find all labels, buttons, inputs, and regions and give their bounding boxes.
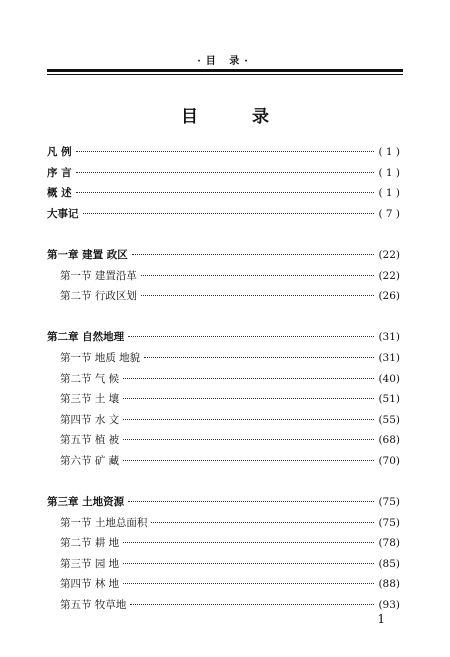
dot-leader	[83, 213, 375, 214]
toc-entry-page: (70)	[378, 454, 400, 467]
toc-entry-section[interactable]	[47, 554, 400, 575]
toc-entry-section[interactable]	[47, 533, 400, 554]
toc-entry-title: 第一章 建置 政区	[47, 248, 128, 261]
toc-entry-title: 序 言	[47, 166, 72, 179]
toc-entry-page: (88)	[378, 578, 400, 591]
toc-entry-page: (31)	[378, 331, 400, 344]
toc-entry-title: 第一节 地质 地貌	[60, 351, 141, 364]
toc-entry-section[interactable]	[47, 430, 400, 451]
toc-entry-page: (75)	[378, 496, 400, 509]
dot-leader	[123, 460, 374, 461]
toc-entry-page: (26)	[378, 290, 400, 303]
toc-entry-title: 第四节 林 地	[60, 578, 120, 591]
toc-spacer	[47, 307, 400, 328]
toc-spacer	[47, 224, 400, 245]
toc-entry-page: (78)	[378, 537, 400, 550]
toc-entry-chapter[interactable]	[47, 204, 400, 225]
dot-leader	[123, 378, 374, 379]
toc-entry-section[interactable]	[47, 348, 400, 369]
dot-leader	[141, 275, 375, 276]
toc-entry-page: (68)	[378, 434, 400, 447]
toc-entry-chapter[interactable]	[47, 492, 400, 513]
dot-leader	[123, 583, 374, 584]
dot-leader	[123, 439, 374, 440]
header-rule-thick	[47, 69, 403, 72]
running-head: ·目 录·	[197, 56, 253, 67]
toc-entry-title: 第五节 牧草地	[60, 599, 127, 612]
toc-entry-title: 第三节 园 地	[60, 557, 120, 570]
toc-entry-page: ( 7 )	[378, 207, 400, 220]
toc-entry-title: 概 述	[47, 187, 72, 200]
toc-entry-section[interactable]	[47, 513, 400, 534]
toc-entry-title: 第三章 土地资源	[47, 496, 125, 509]
toc-entry-section[interactable]	[47, 574, 400, 595]
dot-leader	[123, 563, 374, 564]
page-title: 目 录	[181, 107, 293, 127]
toc-entry-page: (22)	[378, 248, 400, 261]
dot-leader	[128, 336, 374, 337]
toc-entry-chapter[interactable]	[47, 183, 400, 204]
dot-leader	[123, 542, 374, 543]
dot-leader	[123, 398, 374, 399]
toc-entry-title: 第二章 自然地理	[47, 331, 125, 344]
dot-leader	[128, 501, 374, 502]
dot-leader	[144, 357, 374, 358]
toc-entry-page: (85)	[378, 557, 400, 570]
toc-spacer	[47, 472, 400, 493]
dot-leader	[132, 254, 375, 255]
header-rule-thin	[47, 74, 403, 75]
toc-entry-page: (75)	[378, 516, 400, 529]
dot-leader	[76, 192, 375, 193]
toc-entry-page: ( 1 )	[378, 187, 400, 200]
dot-leader	[76, 172, 375, 173]
dot-leader	[76, 151, 375, 152]
toc-entry-title: 第三节 土 壤	[60, 393, 120, 406]
toc-entry-title: 第六节 矿 藏	[60, 454, 120, 467]
toc-entry-section[interactable]	[47, 286, 400, 307]
toc-entry-page: (31)	[378, 351, 400, 364]
toc-entry-title: 第五节 植 被	[60, 434, 120, 447]
toc-entry-title: 第一节 建置沿革	[60, 269, 137, 282]
toc-entry-section[interactable]	[47, 369, 400, 390]
dot-leader	[130, 604, 374, 605]
toc-entry-title: 第二节 气 候	[60, 372, 120, 385]
toc-entry-page: (22)	[378, 269, 400, 282]
dot-leader	[151, 522, 374, 523]
toc-entry-section[interactable]	[47, 451, 400, 472]
toc-entry-page: ( 1 )	[378, 146, 400, 158]
toc-entry-title: 第四节 水 文	[60, 413, 120, 426]
toc-entry-title: 凡 例	[47, 146, 72, 158]
toc-entry-section[interactable]	[47, 410, 400, 431]
toc-entry-section[interactable]	[47, 595, 400, 616]
toc-entry-chapter[interactable]	[47, 327, 400, 348]
toc-entry-page: (93)	[378, 599, 400, 612]
toc-entry-page: (40)	[378, 372, 400, 385]
dot-leader	[123, 419, 374, 420]
toc-entry-title: 第二节 耕 地	[60, 537, 120, 550]
toc-entry-chapter[interactable]	[47, 163, 400, 184]
toc-entry-page: ( 1 )	[378, 166, 400, 179]
toc-entry-chapter[interactable]	[47, 245, 400, 266]
dot-leader	[141, 295, 375, 296]
table-of-contents	[47, 142, 400, 616]
toc-entry-section[interactable]	[47, 266, 400, 287]
toc-entry-title: 第二节 行政区划	[60, 290, 137, 303]
toc-entry-page: (55)	[378, 413, 400, 426]
toc-entry-section[interactable]	[47, 389, 400, 410]
toc-entry-chapter[interactable]	[47, 142, 400, 163]
toc-entry-page: (51)	[378, 393, 400, 406]
toc-entry-title: 第一节 土地总面积	[60, 516, 148, 529]
page-number: 1	[377, 612, 385, 626]
toc-entry-title: 大事记	[47, 207, 79, 220]
